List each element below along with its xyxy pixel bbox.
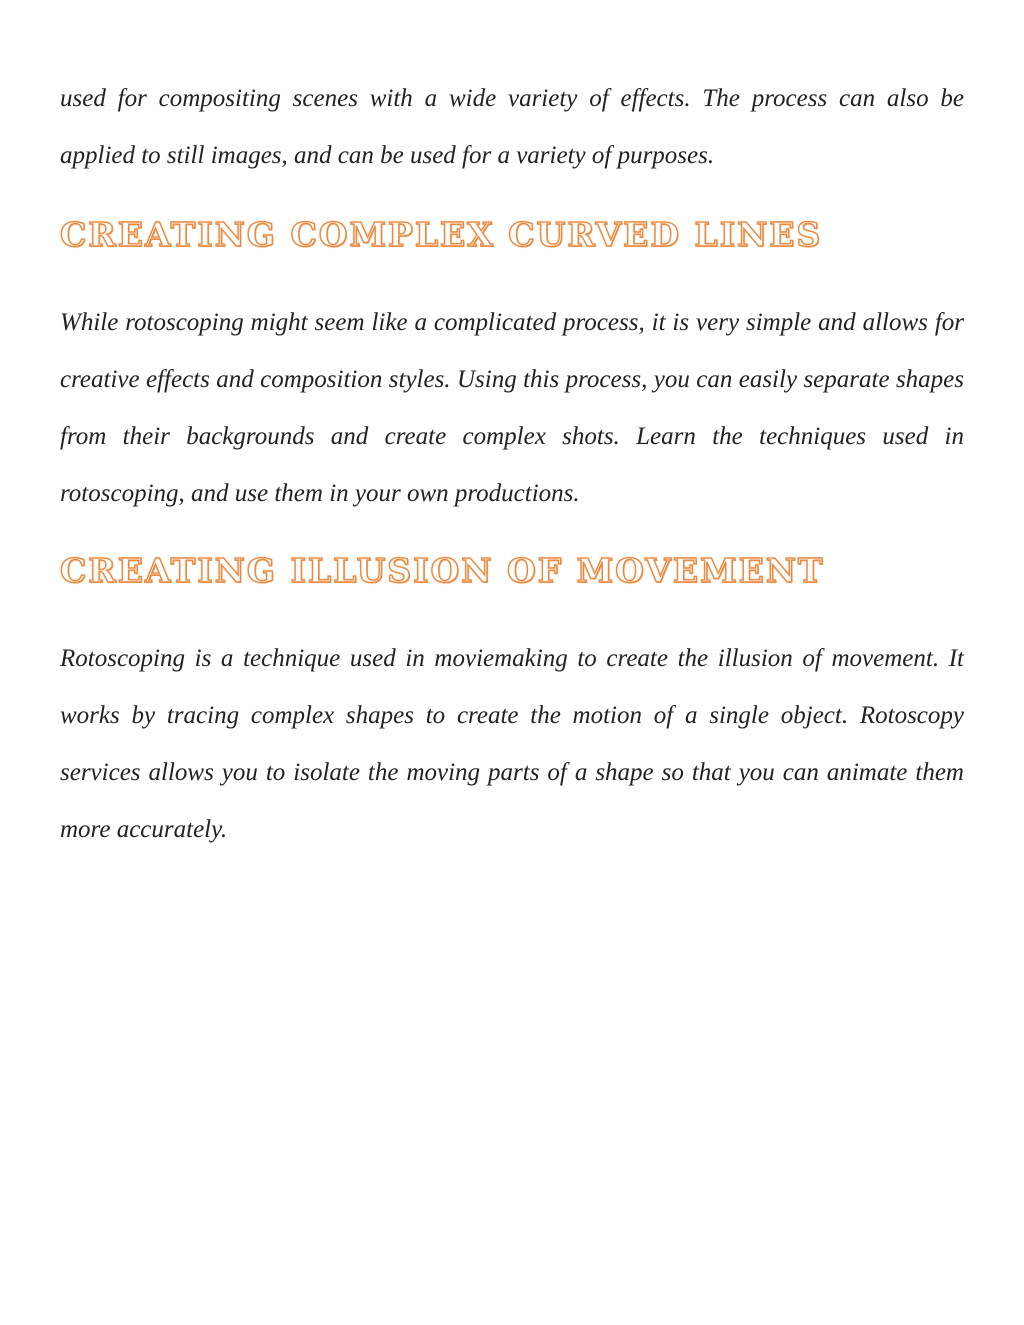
paragraph-illusion-of-movement: Rotoscoping is a technique used in moviemaking to create the illusion of movement. It works by tracing complex shapes to create the motion of a single object. Rotoscopy services allows you to isolate the moving parts of a shape so that you can animate them more accurately. <box>60 645 964 843</box>
paragraph-intro-continued: used for compositing scenes with a wide variety of effects. The process can also be applied to still images, and can be used for a variety of purposes. <box>60 85 964 169</box>
document-body <box>60 70 964 858</box>
section-heading-curved-lines: CREATING COMPLEX CURVED LINES <box>60 215 823 254</box>
section-heading-illusion-of-movement: CREATING ILLUSION OF MOVEMENT <box>60 551 825 590</box>
paragraph-curved-lines: While rotoscoping might seem like a complicated process, it is very simple and allows for creative effects and composition styles. Using this process, you can easily separate shapes from their backgrounds and create complex shots. Learn the techniques used in rotoscoping, and use them in your own productions. <box>60 309 964 507</box>
